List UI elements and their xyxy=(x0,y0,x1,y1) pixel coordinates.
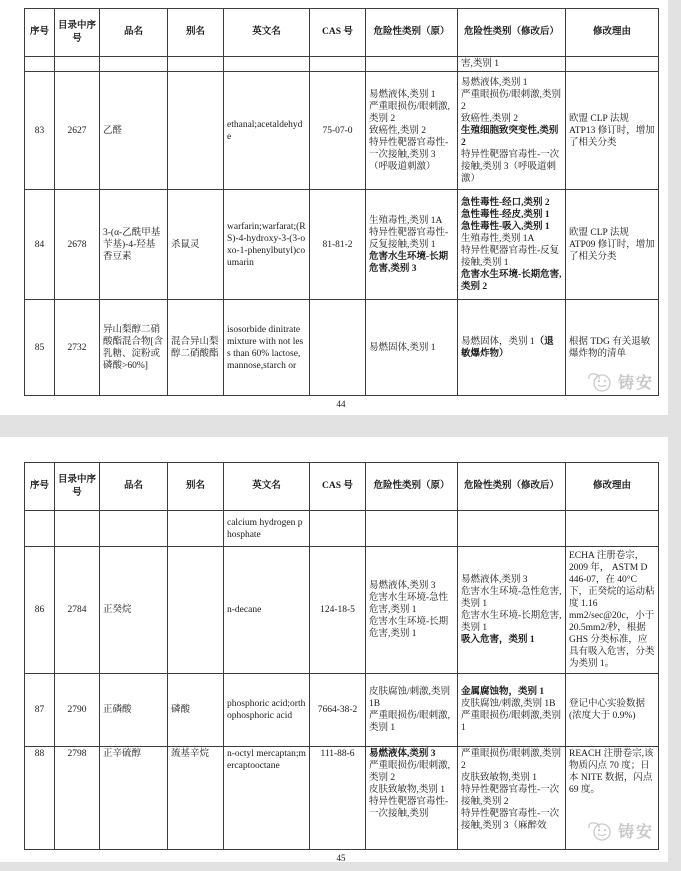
table-row xyxy=(25,57,659,72)
cell-product-name xyxy=(100,674,168,747)
cell-product-name xyxy=(100,547,168,674)
cell-line: 异山梨醇二硝酸酯混合物[含乳糖、淀粉或磷酸>60%] xyxy=(103,324,164,371)
cell-revision-reason xyxy=(566,547,659,674)
cell-line: 严重眼损伤/眼刺激,类别 2 xyxy=(461,89,562,112)
cell-line: 88 xyxy=(34,749,45,759)
cell-product-name xyxy=(100,511,168,547)
header-row xyxy=(25,463,659,511)
cell-catalog-no xyxy=(55,674,100,747)
cell-english-name xyxy=(224,300,310,396)
hazard-table-page-44 xyxy=(24,8,659,396)
cell-line: 易燃液体,类别 3 xyxy=(461,575,528,585)
column-header-english-name: 英文名 xyxy=(224,463,310,511)
cell-seq xyxy=(25,674,55,747)
column-header-english-name: 英文名 xyxy=(224,9,310,57)
table-row xyxy=(25,300,659,396)
cell-line: 87 xyxy=(34,705,45,715)
column-header-revision-reason: 修改理由 xyxy=(566,463,659,511)
page-44 xyxy=(0,0,668,415)
cell-hazard-revised xyxy=(458,674,566,747)
cell-line: 特异性靶器官毒性-一次接触,类别 3（呼吸道刺激） xyxy=(461,149,560,184)
cell-line: 危害水生环境-急性危害,类别 1 xyxy=(369,593,449,615)
cell-line: 生殖细胞致突变性,类别 2 xyxy=(461,125,559,148)
cell-line: 欧盟 CLP 法规 ATP13 修订时，增加了相关分类 xyxy=(569,113,655,148)
cell-line: 害,类别 1 xyxy=(461,59,500,69)
cell-line: 正辛硫醇 xyxy=(103,749,142,759)
cell-seq xyxy=(25,57,55,72)
cell-english-name xyxy=(224,511,310,547)
cell-line: 生殖毒性,类别 1A xyxy=(369,215,443,226)
cell-line: 特异性靶器官毒性-一次接触,类别 xyxy=(369,797,449,819)
watermark-logo-icon xyxy=(585,820,615,842)
column-header-catalog-no: 目录中序号 xyxy=(55,463,100,511)
cell-catalog-no xyxy=(55,511,100,547)
cell-line: 易燃液体,类别 3 xyxy=(369,581,436,591)
cell-hazard-revised xyxy=(458,547,566,674)
cell-line: 严重眼损伤/眼刺激,类别 1 xyxy=(369,711,451,733)
cell-line: 正磷酸 xyxy=(103,705,132,715)
cell-line: 严重眼损伤/眼刺激,类别 2 xyxy=(369,761,451,783)
cell-seq xyxy=(25,547,55,674)
cell-line: 2798 xyxy=(67,749,87,759)
table-body xyxy=(25,57,659,396)
cell-hazard-original xyxy=(366,300,458,396)
cell-hazard-original xyxy=(366,72,458,190)
cell-line: 致癌性,类别 2 xyxy=(461,113,519,124)
cell-line: 危害水生环境-长期危害,类别 3 xyxy=(369,251,449,274)
column-header-product-name: 品名 xyxy=(100,9,168,57)
column-header-cas-no: CAS 号 xyxy=(310,463,366,511)
cell-line: 严重眼损伤/眼刺激,类别 1 xyxy=(461,711,562,733)
cell-catalog-no xyxy=(55,57,100,72)
cell-catalog-no xyxy=(55,300,100,396)
table-row xyxy=(25,511,659,547)
cell-line: 7664-38-2 xyxy=(317,705,358,715)
cell-line: 吸入危害，类别 1 xyxy=(461,635,535,645)
cell-line: 81-81-2 xyxy=(322,239,353,250)
cell-product-name xyxy=(100,72,168,190)
cell-hazard-revised xyxy=(458,747,566,850)
cell-line: 2790 xyxy=(67,705,87,715)
cell-line: 磷酸 xyxy=(171,705,191,715)
cell-line: 金属腐蚀物，类别 1 xyxy=(461,687,545,697)
cell-alias xyxy=(168,547,224,674)
cell-english-name xyxy=(224,547,310,674)
cell-english-name xyxy=(224,72,310,190)
cell-cas-no xyxy=(310,547,366,674)
cell-line: 特异性靶器官毒性-一次接触,类别 2 xyxy=(461,785,560,807)
cell-hazard-revised xyxy=(458,72,566,190)
cell-line: 皮肤致敏物,类别 1 xyxy=(369,785,446,795)
cell-line: 84 xyxy=(34,239,45,250)
cell-revision-reason xyxy=(566,72,659,190)
cell-hazard-original xyxy=(366,57,458,72)
cell-line: 2678 xyxy=(67,239,87,250)
header-row xyxy=(25,9,659,57)
watermark-logo-icon xyxy=(585,371,615,393)
column-header-alias: 别名 xyxy=(168,9,224,57)
cell-alias xyxy=(168,300,224,396)
cell-product-name xyxy=(100,190,168,300)
cell-line: 皮肤腐蚀/刺激,类别 1B xyxy=(461,699,556,709)
cell-line: 正癸烷 xyxy=(103,605,132,615)
cell-line: 易燃固体，类别 1（退敏爆炸物） xyxy=(461,336,554,359)
cell-alias xyxy=(168,190,224,300)
cell-line: warfarin;warfarat;(RS)-4-hydroxy-3-(3-oxo-1-phenylbutyl)coumarin xyxy=(227,221,306,268)
column-header-cas-no: CAS 号 xyxy=(310,9,366,57)
cell-line: 杀鼠灵 xyxy=(171,239,200,250)
cell-revision-reason xyxy=(566,57,659,72)
cell-hazard-original xyxy=(366,190,458,300)
cell-line: 根据 TDG 有关退敏爆炸物的清单 xyxy=(569,336,651,359)
cell-alias xyxy=(168,72,224,190)
cell-catalog-no xyxy=(55,547,100,674)
cell-cas-no xyxy=(310,511,366,547)
cell-line: 乙醛 xyxy=(103,125,123,136)
cell-catalog-no xyxy=(55,747,100,850)
cell-product-name xyxy=(100,57,168,72)
cell-line: ECHA 注册卷宗，2009 年， ASTM D 446-07，在 40°C 下，正癸烷的运动粘度 1.16 mm2/sec@20c，小于 20.5mm2/秒，根据 GHS 分类标准，应具有吸入危害，分类为类别 1。 xyxy=(569,551,655,669)
cell-hazard-original xyxy=(366,511,458,547)
cell-line: 生殖毒性,类别 1A xyxy=(461,233,535,244)
column-header-hazard-original: 危险性类别（原） xyxy=(366,9,458,57)
cell-line: 易燃液体,类别 1 xyxy=(461,77,528,88)
cell-line: 欧盟 CLP 法规 ATP09 修订时，增加了相关分类 xyxy=(569,227,655,262)
cell-line: 危害水生环境-急性危害,类别 1 xyxy=(461,587,562,609)
cell-alias xyxy=(168,511,224,547)
cell-line: 急性毒性-经口,类别 2 xyxy=(461,197,550,208)
table-row xyxy=(25,190,659,300)
table-header xyxy=(25,9,659,57)
cell-line: 3-(α-乙酰甲基苄基)-4-羟基香豆素 xyxy=(103,227,161,262)
cell-cas-no xyxy=(310,57,366,72)
page-number: 45 xyxy=(336,853,346,863)
watermark-text: 铸安 xyxy=(617,824,654,841)
cell-cas-no xyxy=(310,300,366,396)
cell-alias xyxy=(168,747,224,850)
cell-line: 皮肤致敏物,类别 1 xyxy=(461,773,538,783)
cell-line: 124-18-5 xyxy=(320,605,355,615)
cell-line: 易燃液体,类别 3 xyxy=(369,749,436,759)
cell-line: n-decane xyxy=(227,605,262,615)
cell-english-name xyxy=(224,674,310,747)
cell-seq xyxy=(25,511,55,547)
cell-line: 急性毒性-经皮,类别 1 xyxy=(461,209,550,220)
cell-revision-reason xyxy=(566,511,659,547)
cell-line: 特异性靶器官毒性-一次接触,类别 3（呼吸道刺激） xyxy=(369,137,449,172)
cell-english-name xyxy=(224,57,310,72)
column-header-alias: 别名 xyxy=(168,463,224,511)
cell-revision-reason xyxy=(566,190,659,300)
cell-line: 皮肤腐蚀/刺激,类别 1B xyxy=(369,687,451,709)
cell-line: 2627 xyxy=(67,125,87,136)
cell-line: 2732 xyxy=(67,342,87,353)
cell-english-name xyxy=(224,190,310,300)
cell-cas-no xyxy=(310,747,366,850)
cell-seq xyxy=(25,747,55,850)
cell-product-name xyxy=(100,300,168,396)
table-row xyxy=(25,72,659,190)
cell-cas-no xyxy=(310,674,366,747)
watermark xyxy=(585,819,654,842)
cell-line: 巯基辛烷 xyxy=(171,749,210,759)
cell-hazard-revised xyxy=(458,57,566,72)
cell-line: 2784 xyxy=(67,605,87,615)
cell-seq xyxy=(25,72,55,190)
cell-line: 83 xyxy=(34,125,45,136)
cell-hazard-revised xyxy=(458,511,566,547)
table-row xyxy=(25,674,659,747)
cell-line: 严重眼损伤/眼刺激,类别 2 xyxy=(461,749,562,771)
column-header-product-name: 品名 xyxy=(100,463,168,511)
column-header-seq: 序号 xyxy=(25,463,55,511)
cell-line: 急性毒性-吸入,类别 1 xyxy=(461,221,550,232)
column-header-catalog-no: 目录中序号 xyxy=(55,9,100,57)
page-45 xyxy=(0,437,668,862)
cell-line: 登记中心实验数据(浓度大于 0.9%) xyxy=(569,699,646,721)
cell-seq xyxy=(25,300,55,396)
cell-line: 混合异山梨醇二硝酸酯 xyxy=(171,336,219,359)
cell-line: 特异性靶器官毒性-一次接触,类别 3（麻醉效 xyxy=(461,809,560,831)
cell-seq xyxy=(25,190,55,300)
cell-line: 86 xyxy=(34,605,45,615)
cell-hazard-original xyxy=(366,547,458,674)
cell-cas-no xyxy=(310,72,366,190)
table-row xyxy=(25,747,659,850)
cell-line: 111-88-6 xyxy=(320,749,355,759)
watermark xyxy=(585,370,654,393)
column-header-hazard-revised: 危险性类别（修改后） xyxy=(458,463,566,511)
column-header-hazard-revised: 危险性类别（修改后） xyxy=(458,9,566,57)
cell-line: 特异性靶器官毒性-反复接触,类别 1 xyxy=(461,245,560,268)
cell-line: REACH 注册卷宗,该物质闪点 70 度；日本 NITE 数据，闪点 69 度。 xyxy=(569,749,654,795)
cell-line: 危害水生环境-长期危害,类别 2 xyxy=(461,269,562,292)
cell-hazard-revised xyxy=(458,300,566,396)
cell-hazard-original xyxy=(366,747,458,850)
cell-catalog-no xyxy=(55,72,100,190)
cell-line: 特异性靶器官毒性-反复接触,类别 1 xyxy=(369,227,449,250)
cell-english-name xyxy=(224,747,310,850)
cell-cas-no xyxy=(310,190,366,300)
column-header-hazard-original: 危险性类别（原） xyxy=(366,463,458,511)
cell-line: 75-07-0 xyxy=(322,125,353,136)
cell-line: 易燃固体,类别 1 xyxy=(369,342,436,353)
cell-hazard-revised xyxy=(458,190,566,300)
table-header xyxy=(25,463,659,511)
page-number: 44 xyxy=(336,399,346,409)
watermark-text: 铸安 xyxy=(617,375,654,392)
cell-revision-reason xyxy=(566,674,659,747)
cell-alias xyxy=(168,674,224,747)
cell-line: ethanal;acetaldehyde xyxy=(227,119,303,142)
cell-line: n-octyl mercaptan;mercaptooctane xyxy=(227,749,306,771)
cell-line: 85 xyxy=(34,342,45,353)
cell-line: 危害水生环境-长期危害,类别 1 xyxy=(461,611,562,633)
table-row xyxy=(25,547,659,674)
column-header-seq: 序号 xyxy=(25,9,55,57)
cell-line: isosorbide dinitrate mixture with not less than 60% lactose,mannose,starch or xyxy=(227,324,304,371)
cell-line: 易燃液体,类别 1 xyxy=(369,89,436,100)
cell-line: calcium hydrogen phosphate xyxy=(227,517,303,540)
cell-line: 危害水生环境-长期危害,类别 1 xyxy=(369,617,449,639)
cell-hazard-original xyxy=(366,674,458,747)
cell-catalog-no xyxy=(55,190,100,300)
hazard-table-page-45 xyxy=(24,462,659,850)
cell-product-name xyxy=(100,747,168,850)
cell-line: phosphoric acid;orthophosphoric acid xyxy=(227,699,306,721)
cell-line: 致癌性,类别 2 xyxy=(369,125,427,136)
cell-alias xyxy=(168,57,224,72)
column-header-revision-reason: 修改理由 xyxy=(566,9,659,57)
table-body xyxy=(25,511,659,850)
cell-line: 严重眼损伤/眼刺激,类别 2 xyxy=(369,101,451,124)
